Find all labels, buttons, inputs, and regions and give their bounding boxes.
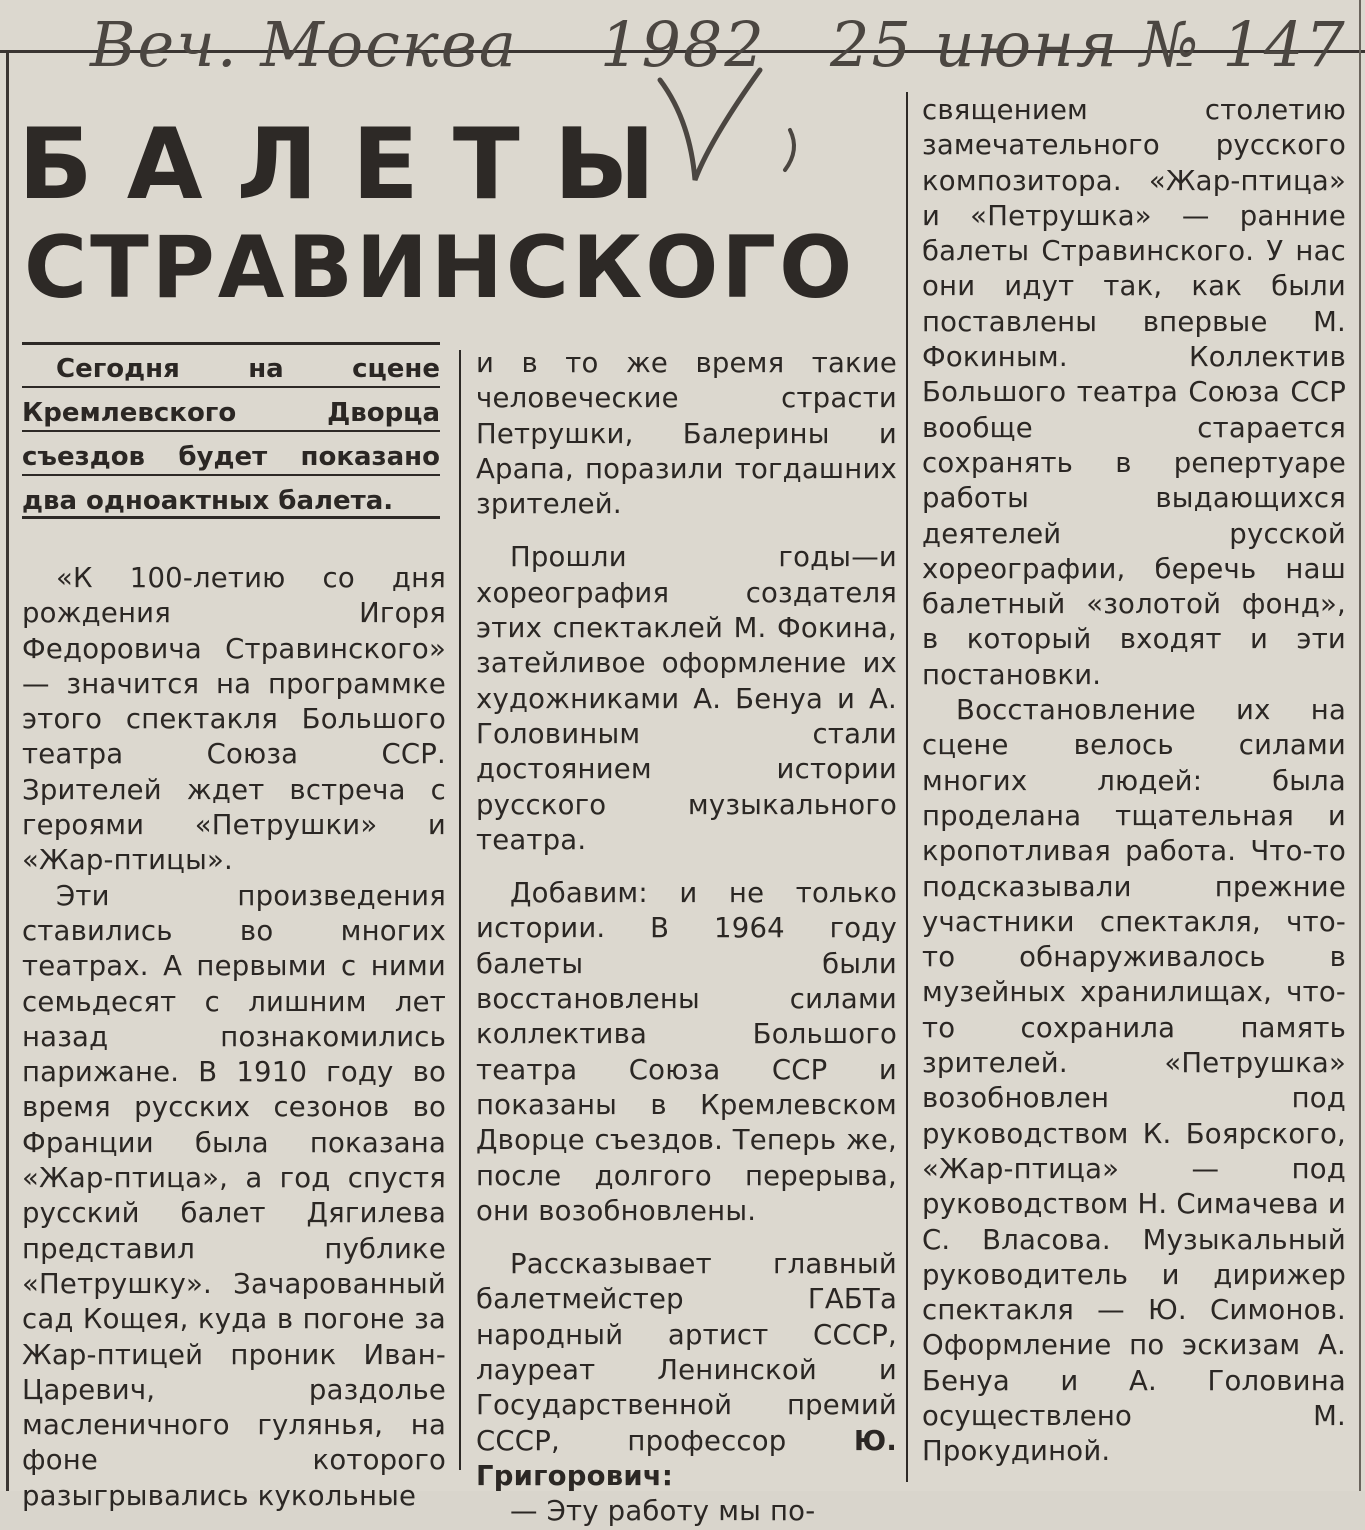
handwritten-issue-number: № 147 — [1140, 8, 1347, 81]
column2-paragraph-2: Прошли годы—и хореография создателя этих спектаклей М. Фокина, затейливое оформление их художниками А. Бенуа и А. Головиным стали достоянием истории русского музыкального театра. — [476, 541, 897, 856]
column-divider-1 — [459, 350, 461, 1470]
clipping-right-edge — [1359, 0, 1361, 1491]
article-column-1 — [22, 561, 446, 1514]
column2-paragraph-5: — Эту работу мы по- — [510, 1495, 816, 1528]
column2-continuation: и в то же время такие человеческие страсти Петрушки, Балерины и Арапа, поразили тогдашних зрителей. — [476, 347, 897, 521]
column1-paragraph-1: «К 100-летию со дня рождения Игоря Федоровича Стравинского» — значится на программке этого спектакля Большого театра Союза ССР. Зрителей ждет встреча с героями «Петрушки» и «Жар-птицы». — [22, 562, 446, 877]
column1-paragraph-2: Эти произведения ставились во многих театрах. А первыми с ними семьдесят с лишним лет назад познакомились парижане. В 1910 году во время русских сезонов во Франции была показана «Жар-птица», а год спустя русский балет Дягилева представил публике «Петрушку». Зачарованный сад Кощея, куда в погоне за Жар-птицей проник Иван-Царевич, раздолье масленичного гулянья, на фоне которого разыгрывались кукольные — [22, 879, 446, 1512]
column2-paragraph-4 — [476, 1247, 897, 1494]
lead-paragraph — [22, 347, 440, 523]
column2-paragraph-4-text: Рассказывает главный балетмейстер ГАБТа народный артист СССР, лауреат Ленинской и Государственной премий СССР, профессор — [476, 1248, 897, 1457]
handwritten-year: 1982 — [600, 8, 766, 81]
article-column-2 — [476, 346, 897, 1530]
column2-paragraph-3: Добавим: и не только истории. В 1964 году балеты были восстановлены силами коллектива Большого театра Союза ССР и показаны в Кремлевском Дворце съездов. Теперь же, после долгого перерыва, они возобновлены. — [476, 877, 897, 1227]
column3-paragraph-1: священием столетию замечательного русского композитора. «Жар-птица» и «Петрушка» — ранние балеты Стравинского. У нас они идут так, как были поставлены впервые М. Фокиным. Коллектив Большого театра Союза ССР вообще старается сохранять в репертуаре работы выдающихся деятелей русской хореографии, беречь наш балетный «золотой фонд», в который входят и эти постановки. — [922, 94, 1346, 691]
lead-top-rule — [22, 342, 440, 345]
lead-text: Сегодня на сцене Кремлевского Дворца съездов будет показано два одноактных балета. — [22, 354, 440, 516]
article-column-3 — [922, 93, 1346, 1470]
handwritten-newspaper-name: Веч. Москва — [90, 8, 518, 81]
clipping-left-border — [6, 50, 9, 1491]
handwritten-date: 25 июня — [830, 8, 1120, 81]
column-divider-2 — [906, 92, 908, 1482]
headline-line-2: СТРАВИНСКОГО — [24, 218, 856, 318]
column3-paragraph-2: Восстановление их на сцене велось силами многих людей: была проделана тщательная и кропотливая работа. Что-то подсказывали прежние участники спектакля, что-то обнаруживалось в музейных хранилищах, что-то сохранила память зрителей. «Петрушка» возобновлен под руководством К. Боярского, «Жар-птица» — под руководством Н. Симачева и С. Власова. Музыкальный руководитель и дирижер спектакля — Ю. Симонов. Оформление по эскизам А. Бенуа и А. Головина осуществлено М. Прокудиной. — [922, 694, 1346, 1468]
interviewee-name: Ю. Григорович: — [476, 1424, 897, 1492]
headline-line-1: БАЛЕТЫ — [18, 108, 690, 222]
